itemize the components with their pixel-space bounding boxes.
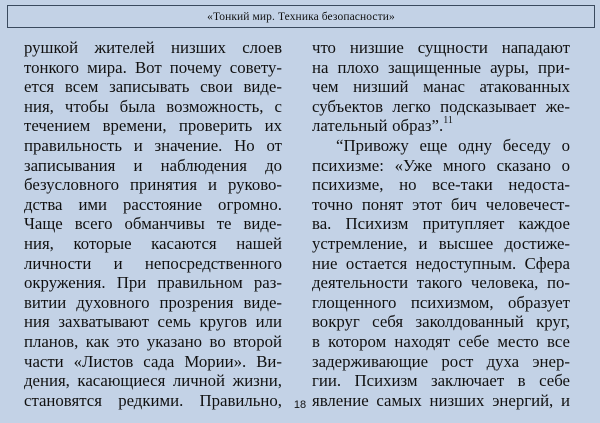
text-line: окружения. При правильном раз- xyxy=(24,273,282,293)
text-line: психизме, но все-таки недоста- xyxy=(312,175,570,195)
text-line: лательный образ”.$^{11}$ xyxy=(312,114,453,136)
page-number: 18 xyxy=(293,399,307,411)
left-text-column xyxy=(24,38,282,410)
text-line: ния, чтобы была возможность, с xyxy=(24,96,282,116)
text-line: Чаще всего обманчивы те виде- xyxy=(24,214,282,234)
text-line: ния захватывают семь кругов или xyxy=(24,312,282,332)
text-line: ния, которые касаются нашей xyxy=(24,233,282,253)
footnote-marker: 11 xyxy=(443,114,453,126)
text-line: психизме: «Уже много сказано о xyxy=(312,155,570,175)
text-line: на плохо защищенные ауры, при- xyxy=(312,57,570,77)
text-line: устремление, и высшее достиже- xyxy=(312,233,570,253)
text-line: что низшие сущности нападают xyxy=(312,38,570,57)
text-line: чем низший манас атакованных xyxy=(312,77,570,97)
text-line: “Привожу еще одну беседу о xyxy=(336,135,570,155)
text-line: записывания и наблюдения до xyxy=(24,155,282,175)
text-line: тонкого мира. Вот почему совету- xyxy=(24,57,282,77)
running-header xyxy=(7,5,595,28)
text-line: деятельности такого человека, по- xyxy=(312,273,570,293)
text-line: личности и непосредственного xyxy=(24,253,282,273)
text-line: течением времени, проверить их xyxy=(24,116,282,136)
text-line: ние остается недоступным. Сфера xyxy=(312,253,570,273)
text-line: вокруг себя заколдованный круг, xyxy=(312,312,570,332)
text-line: ва. Психизм притупляет каждое xyxy=(312,214,570,234)
text-line: явление самых низших энергий, и xyxy=(312,390,570,410)
text-line: задерживающие рост духа энер- xyxy=(312,351,570,371)
text-line: дения, касающиеся личной жизни, xyxy=(24,371,282,391)
text-line: планов, как это указано во второй xyxy=(24,331,282,351)
text-line: рушкой жителей низших слоев xyxy=(24,38,282,57)
text-line: в котором находят себе место все xyxy=(312,331,570,351)
right-text-column xyxy=(312,38,570,410)
text-line: безусловного принятия и руково- xyxy=(24,175,282,195)
text-line: точно понят этот бич человечест- xyxy=(312,194,570,214)
text-line: правильность и значение. Но от xyxy=(24,135,282,155)
text-line: гии. Психизм заключает в себе xyxy=(312,371,570,391)
text-line: субъектов легко подсказывает же- xyxy=(312,96,570,116)
text-line: становятся редкими. Правильно, xyxy=(24,390,282,410)
text-line: глощенного психизмом, образует xyxy=(312,292,570,312)
book-title: «Тонкий мир. Техника безопасности» xyxy=(207,10,395,23)
text-line: дства ими расстояние огромно. xyxy=(24,194,282,214)
text-line: части «Листов сада Мории». Ви- xyxy=(24,351,282,371)
text-line: витии духовного прозрения виде- xyxy=(24,292,282,312)
text-line: ется всем записывать свои виде- xyxy=(24,77,282,97)
